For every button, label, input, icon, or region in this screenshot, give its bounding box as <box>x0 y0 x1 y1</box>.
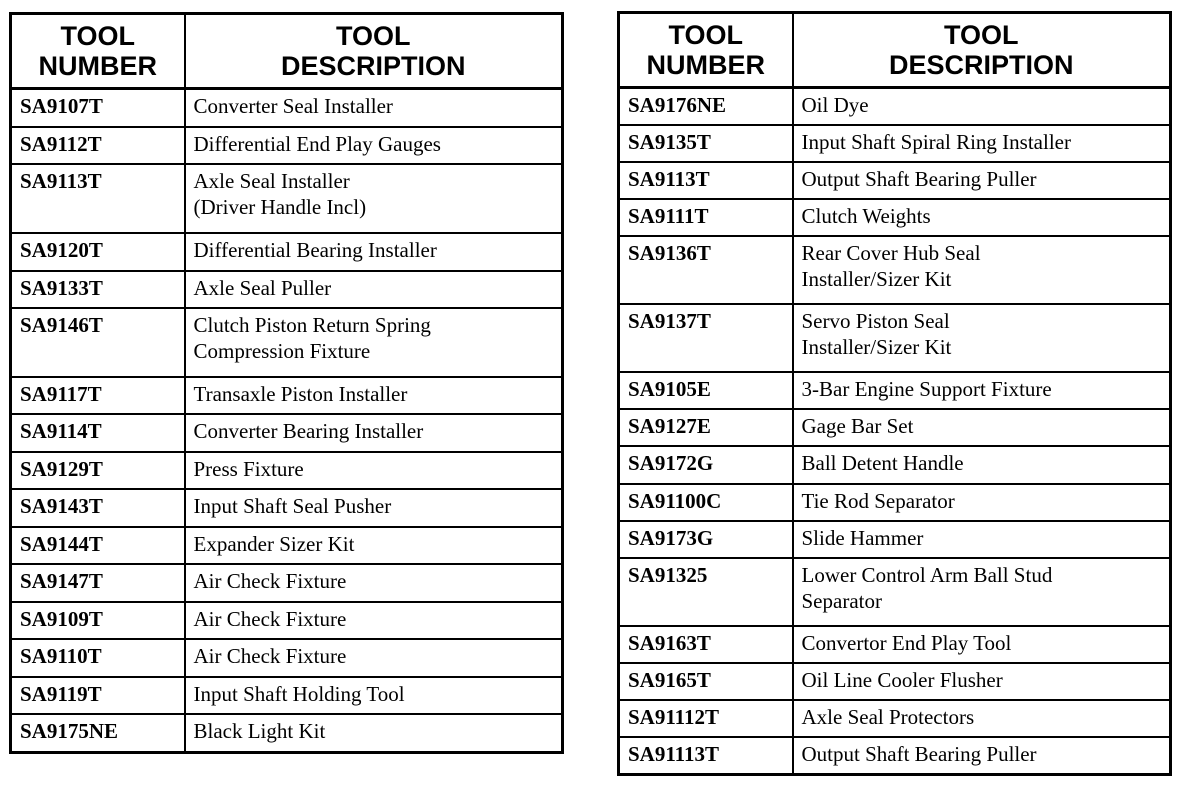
table-row <box>11 527 563 564</box>
table-row <box>11 271 563 308</box>
table-header-row <box>11 14 563 89</box>
tool-number-cell: SA91325 <box>619 558 793 626</box>
tool-description-cell: Input Shaft Spiral Ring Installer <box>793 125 1171 162</box>
table-row <box>619 558 1171 626</box>
tool-description-cell: Output Shaft Bearing Puller <box>793 737 1171 775</box>
tool-description-cell: Expander Sizer Kit <box>185 527 563 564</box>
tool-number-cell: SA9120T <box>11 233 185 270</box>
tool-description-cell: Clutch Piston Return Spring Compression Fixture <box>185 308 563 377</box>
tool-number-cell: SA9110T <box>11 639 185 676</box>
table-row <box>619 446 1171 483</box>
tool-number-cell: SA9146T <box>11 308 185 377</box>
tool-description-cell: Differential Bearing Installer <box>185 233 563 270</box>
tool-description-cell: Rear Cover Hub Seal Installer/Sizer Kit <box>793 236 1171 304</box>
tool-description-cell: Axle Seal Protectors <box>793 700 1171 737</box>
tool-number-cell: SA9175NE <box>11 714 185 752</box>
table-header-row <box>619 13 1171 88</box>
tool-description-cell: Input Shaft Seal Pusher <box>185 489 563 526</box>
tool-number-cell: SA9113T <box>11 164 185 233</box>
tool-number-cell: SA91113T <box>619 737 793 775</box>
tool-number-cell: SA9129T <box>11 452 185 489</box>
table-row <box>11 414 563 451</box>
tool-number-cell: SA9107T <box>11 89 185 127</box>
table-row <box>11 89 563 127</box>
table-row <box>619 409 1171 446</box>
table-row <box>619 236 1171 304</box>
tool-description-cell: Lower Control Arm Ball Stud Separator <box>793 558 1171 626</box>
tool-table-right <box>617 11 1172 776</box>
table-row <box>619 88 1171 126</box>
tool-number-cell: SA9114T <box>11 414 185 451</box>
tool-number-cell: SA91112T <box>619 700 793 737</box>
tool-description-cell: Air Check Fixture <box>185 639 563 676</box>
table-row <box>11 639 563 676</box>
tool-number-cell: SA9165T <box>619 663 793 700</box>
tool-number-cell: SA9147T <box>11 564 185 601</box>
tool-number-cell: SA9119T <box>11 677 185 714</box>
table-row <box>11 164 563 233</box>
tool-description-cell: Input Shaft Holding Tool <box>185 677 563 714</box>
tool-number-cell: SA9144T <box>11 527 185 564</box>
tool-description-cell: Ball Detent Handle <box>793 446 1171 483</box>
tool-description-cell: Servo Piston Seal Installer/Sizer Kit <box>793 304 1171 372</box>
tool-description-cell: Oil Line Cooler Flusher <box>793 663 1171 700</box>
tool-number-cell: SA9136T <box>619 236 793 304</box>
table-row <box>11 602 563 639</box>
table-row <box>619 521 1171 558</box>
tool-table-left <box>9 12 564 754</box>
tool-description-cell: Transaxle Piston Installer <box>185 377 563 414</box>
tool-description-cell: Slide Hammer <box>793 521 1171 558</box>
table-row <box>11 127 563 164</box>
table-row <box>619 372 1171 409</box>
tool-description-cell: Converter Bearing Installer <box>185 414 563 451</box>
table-row <box>11 564 563 601</box>
tool-number-cell: SA9135T <box>619 125 793 162</box>
table-row <box>619 484 1171 521</box>
tool-number-cell: SA9176NE <box>619 88 793 126</box>
table-row <box>11 308 563 377</box>
table-row <box>11 677 563 714</box>
tool-description-cell: Differential End Play Gauges <box>185 127 563 164</box>
table-row <box>11 489 563 526</box>
tool-number-cell: SA9127E <box>619 409 793 446</box>
header-tool-description: TOOL DESCRIPTION <box>793 13 1171 88</box>
table-row <box>11 377 563 414</box>
tool-number-cell: SA9111T <box>619 199 793 236</box>
header-tool-number: TOOL NUMBER <box>11 14 185 89</box>
tool-number-cell: SA9163T <box>619 626 793 663</box>
tool-description-cell: Oil Dye <box>793 88 1171 126</box>
table-row <box>619 304 1171 372</box>
tool-number-cell: SA9143T <box>11 489 185 526</box>
tool-description-cell: Gage Bar Set <box>793 409 1171 446</box>
tool-description-cell: Black Light Kit <box>185 714 563 752</box>
tool-number-cell: SA9117T <box>11 377 185 414</box>
table-row <box>619 626 1171 663</box>
table-row <box>619 162 1171 199</box>
tool-description-cell: Tie Rod Separator <box>793 484 1171 521</box>
tool-description-cell: Axle Seal Puller <box>185 271 563 308</box>
tool-number-cell: SA9172G <box>619 446 793 483</box>
tool-description-cell: Convertor End Play Tool <box>793 626 1171 663</box>
tool-number-cell: SA91100C <box>619 484 793 521</box>
tool-description-cell: Converter Seal Installer <box>185 89 563 127</box>
header-tool-description: TOOL DESCRIPTION <box>185 14 563 89</box>
table-row <box>619 663 1171 700</box>
table-row <box>619 125 1171 162</box>
table-row <box>11 714 563 752</box>
table-row <box>619 700 1171 737</box>
table-row <box>619 737 1171 775</box>
tool-description-cell: Clutch Weights <box>793 199 1171 236</box>
table-row <box>619 199 1171 236</box>
table-row <box>11 452 563 489</box>
table-row <box>11 233 563 270</box>
tool-number-cell: SA9133T <box>11 271 185 308</box>
header-tool-number: TOOL NUMBER <box>619 13 793 88</box>
tool-description-cell: Axle Seal Installer (Driver Handle Incl) <box>185 164 563 233</box>
tool-number-cell: SA9109T <box>11 602 185 639</box>
tool-number-cell: SA9137T <box>619 304 793 372</box>
tool-description-cell: 3-Bar Engine Support Fixture <box>793 372 1171 409</box>
tool-number-cell: SA9113T <box>619 162 793 199</box>
tool-description-cell: Air Check Fixture <box>185 602 563 639</box>
tool-number-cell: SA9105E <box>619 372 793 409</box>
tool-number-cell: SA9173G <box>619 521 793 558</box>
tool-number-cell: SA9112T <box>11 127 185 164</box>
tool-description-cell: Press Fixture <box>185 452 563 489</box>
tool-description-cell: Air Check Fixture <box>185 564 563 601</box>
tool-description-cell: Output Shaft Bearing Puller <box>793 162 1171 199</box>
